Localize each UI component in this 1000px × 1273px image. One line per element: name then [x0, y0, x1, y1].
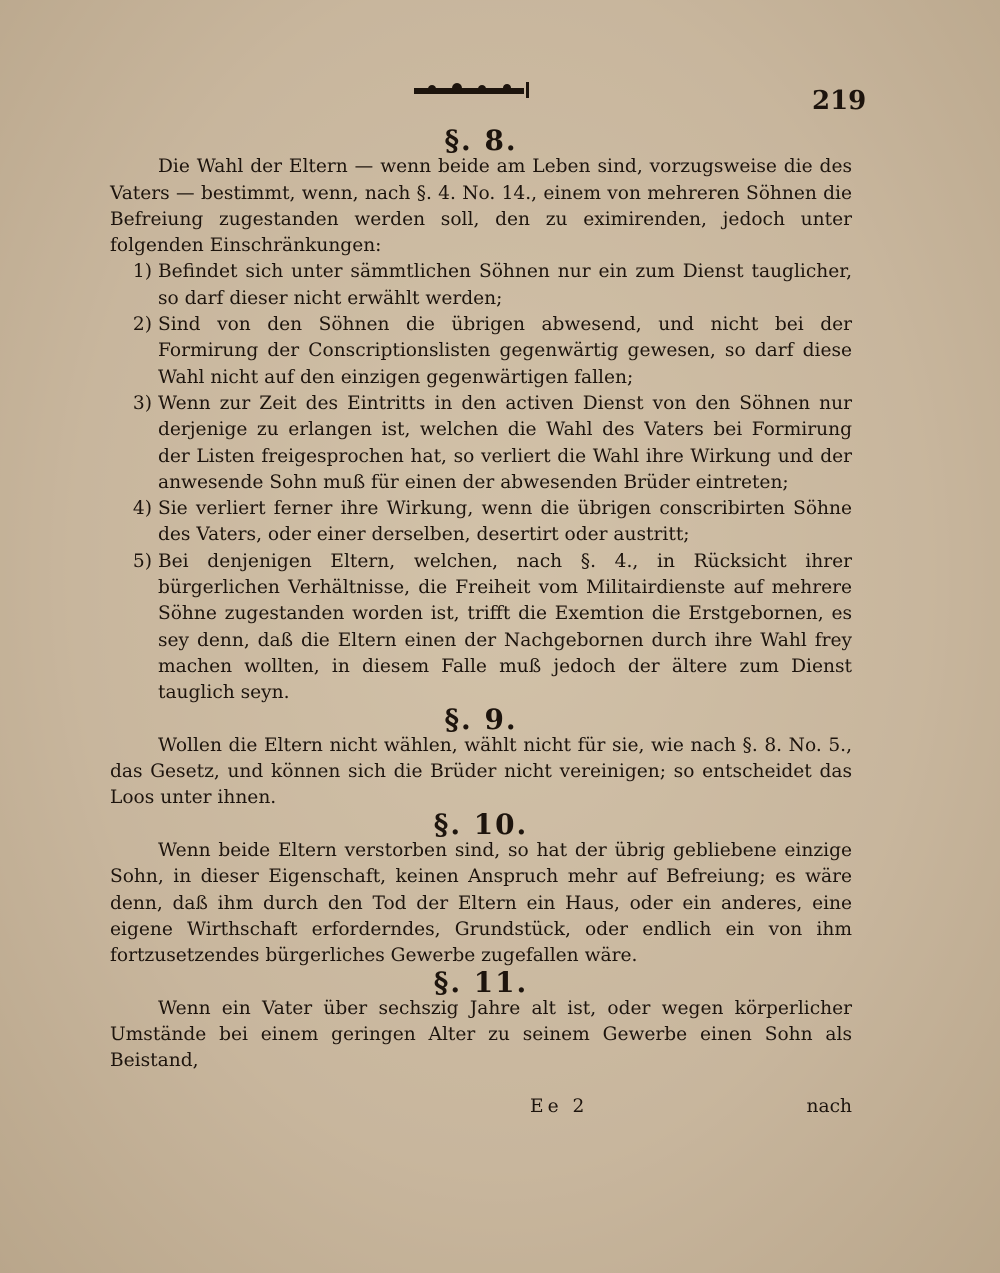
section-10-body: Wenn beide Eltern verstorben sind, so hat der übrig gebliebene einzige Sohn, in dieser Eigenschaft, keinen Anspruch mehr auf Befreiung; es wäre denn, daß ihm durch den Tod der Eltern ein Haus, oder ein anderes, eine eigene Wirthschaft erforderndes, Grundstück, oder endlich ein von ihm fortzusetzendes bürgerliches Gewerbe zugefallen wäre. — [110, 840, 852, 967]
list-item — [110, 259, 852, 312]
section-heading-10: §. 10. — [433, 807, 529, 841]
list-item-number: 3) — [132, 392, 152, 414]
signature-mark: Ee 2 — [530, 1096, 589, 1117]
list-item-number: 5) — [132, 550, 152, 572]
section-11-body: Wenn ein Vater über sechszig Jahre alt ist, oder wegen körperlicher Umstände bei einem geringen Alter zu seinem Gewerbe einen Sohn als Beistand, — [110, 997, 852, 1072]
list-item — [110, 391, 852, 496]
list-item — [110, 312, 852, 391]
printer-ornament-icon — [412, 80, 532, 100]
list-item — [110, 496, 852, 549]
list-item-text: Befindet sich unter sämmtlichen Söhnen nur ein zum Dienst tauglicher, so darf dieser nicht erwählt werden; — [158, 261, 852, 309]
section-heading-9: §. 9. — [444, 702, 518, 736]
page-number: 219 — [812, 86, 867, 116]
list-item — [110, 549, 852, 707]
section-8-conditions-list — [110, 259, 852, 706]
list-item-text: Sie verliert ferner ihre Wirkung, wenn die übrigen conscribirten Söhne des Vaters, oder einer derselben, desertirt oder austritt; — [158, 498, 852, 546]
list-item-text: Wenn zur Zeit des Eintritts in den activen Dienst von den Söhnen nur derjenige zu erlangen ist, welchen die Wahl des Vaters bei Formirung der Listen freigesprochen hat, so verliert die Wahl ihre Wirkung und der anwesende Sohn muß für einen der abwesenden Brüder eintreten; — [158, 392, 852, 493]
list-item-number: 1) — [132, 261, 152, 283]
list-item-number: 2) — [132, 314, 152, 336]
catchword: nach — [806, 1096, 852, 1117]
list-item-number: 4) — [132, 498, 152, 520]
section-8-intro: Die Wahl der Eltern — wenn beide am Leben sind, vorzugsweise die des Vaters — bestimmt, wenn, nach §. 4. No. 14., einem von mehreren Söhnen die Befreiung zugestanden werden soll, den zu eximirenden, jedoch unter folgenden Einschränkungen: — [110, 156, 852, 257]
section-heading-11: §. 11. — [433, 965, 529, 999]
section-9-body: Wollen die Eltern nicht wählen, wählt nicht für sie, wie nach §. 8. No. 5., das Gesetz, und können sich die Brüder nicht vereinigen; so entscheidet das Loos unter ihnen. — [110, 734, 852, 809]
section-heading-8: §. 8. — [444, 124, 518, 157]
list-item-text: Sind von den Söhnen die übrigen abwesend, und nicht bei der Formirung der Conscriptionslisten gegenwärtig gewesen, so darf diese Wahl nicht auf den einzigen gegenwärtigen fallen; — [158, 314, 852, 388]
page-body — [110, 124, 852, 1075]
list-item-text: Bei denjenigen Eltern, welchen, nach §. 4., in Rücksicht ihrer bürgerlichen Verhältnisse, die Freiheit vom Militairdienste auf mehrere Söhne zugestanden worden ist, trifft die Exemtion die Erstgebornen, es sey denn, daß die Eltern einen der Nachgebornen durch ihre Wahl frey machen wollten, in diesem Falle muß jedoch der ältere zum Dienst tauglich seyn. — [158, 550, 852, 704]
page-footer — [110, 1096, 852, 1126]
